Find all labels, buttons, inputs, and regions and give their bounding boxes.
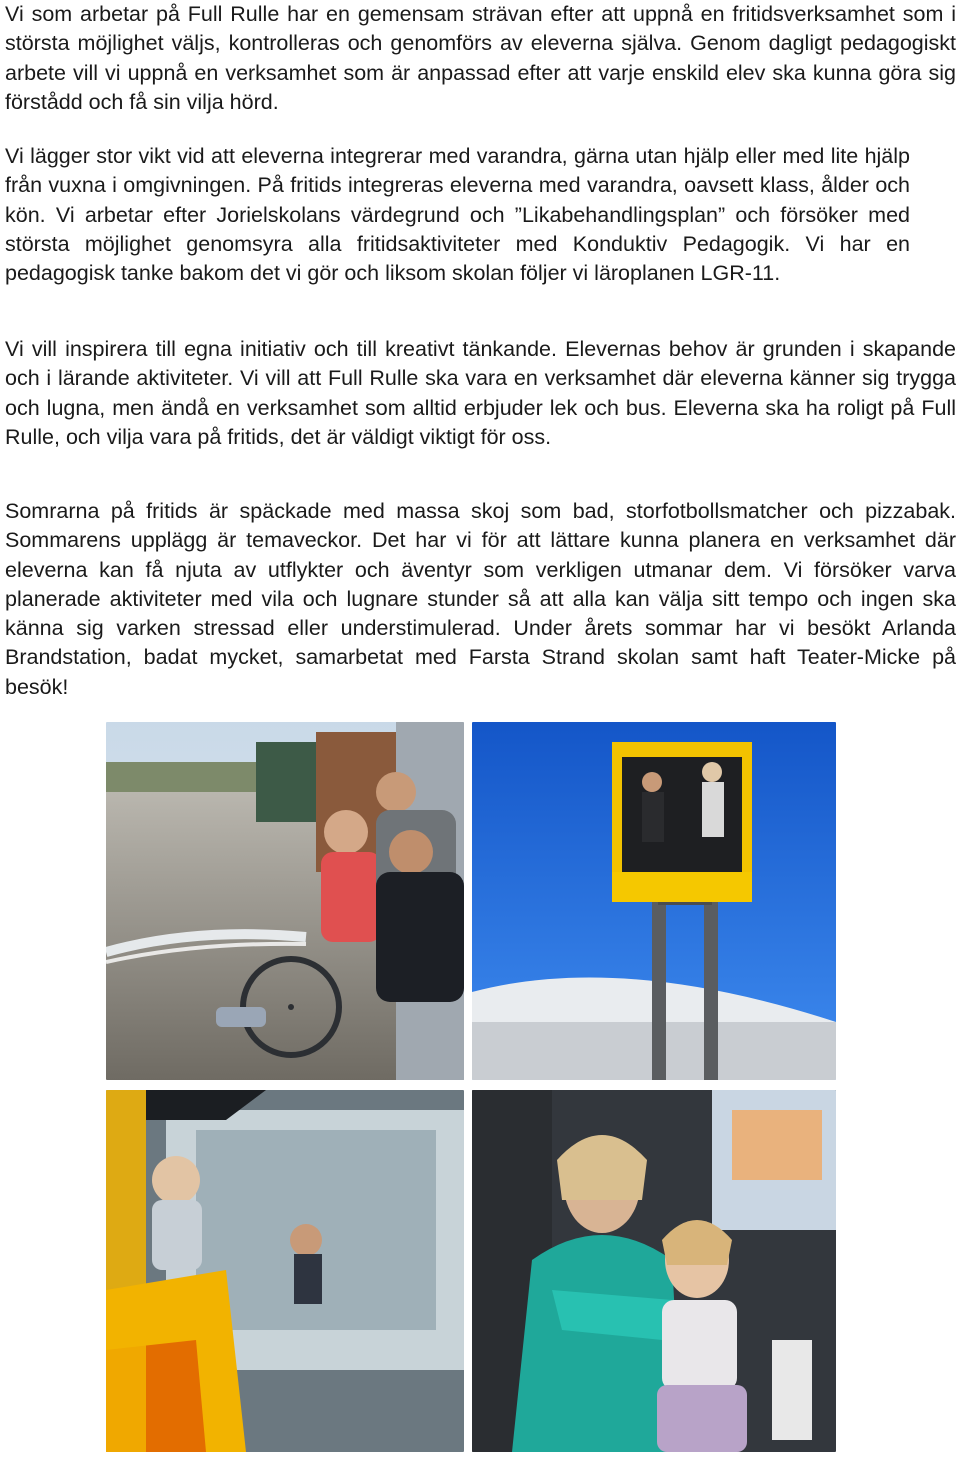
photo-fire-platform xyxy=(472,722,836,1080)
paragraph-integration: Vi lägger stor vikt vid att eleverna integrerar med varandra, gärna utan hjälp eller med lite hjälp från vuxna i omgivningen. På fritids integreras eleverna med varandra, oavsett klass, ålder och kön. Vi arbetar efter Jorielskolans värdegrund och ”Likabehandlingsplan” och försöker med största möjlighet genomsyra alla fritidsaktiviteter med Konduktiv Pedagogik. Vi har en pedagogisk tanke bakom det vi gör och liksom skolan följer vi läroplanen LGR-11. xyxy=(5,144,910,286)
paragraph-intro: Vi som arbetar på Full Rulle har en gemensam strävan efter att uppnå en fritidsverksamhet som i största möjlighet väljs, kontrolleras och genomförs av eleverna själva. Genom dagligt pedagogiskt arbete vill vi uppnå en verksamhet som är anpassad efter att varje enskild elev ska kunna göra sig förstådd och få sin vilja hörd. xyxy=(5,2,956,114)
paragraph-inspiration: Vi vill inspirera till egna initiativ och till kreativt tänkande. Elevernas behov är grunden i skapande och i lärande aktiviteter. Vi vill att Full Rulle ska vara en verksamhet där eleverna känner sig trygga och lugna, men ändå en verksamhet som alltid erbjuder lek och bus. Eleverna ska ha roligt på Full Rulle, och vilja vara på fritids, det är väldigt viktigt för oss. xyxy=(5,337,956,449)
photo-water-hose xyxy=(106,722,464,1080)
photo-woman-and-child xyxy=(472,1090,836,1452)
paragraph-summer: Somrarna på fritids är späckade med massa skoj som bad, storfotbollsmatcher och pizzabak. Sommarens upplägg är temaveckor. Det har vi för att lättare kunna planera en verksamhet där eleverna kan få njuta av utflykter och äventyr som verkligen utmanar dem. Vi försöker varva planerade aktiviteter med vila och lugnare stunder så att alla kan välja sitt tempo och ingen ska känna sig varken stressad eller understimulerad. Under årets sommar har vi besökt Arlanda Brandstation, badat mycket, samarbetat med Farsta Strand skolan samt haft Teater-Micke på besök! xyxy=(5,499,956,699)
photo-fire-truck-cab xyxy=(106,1090,464,1452)
